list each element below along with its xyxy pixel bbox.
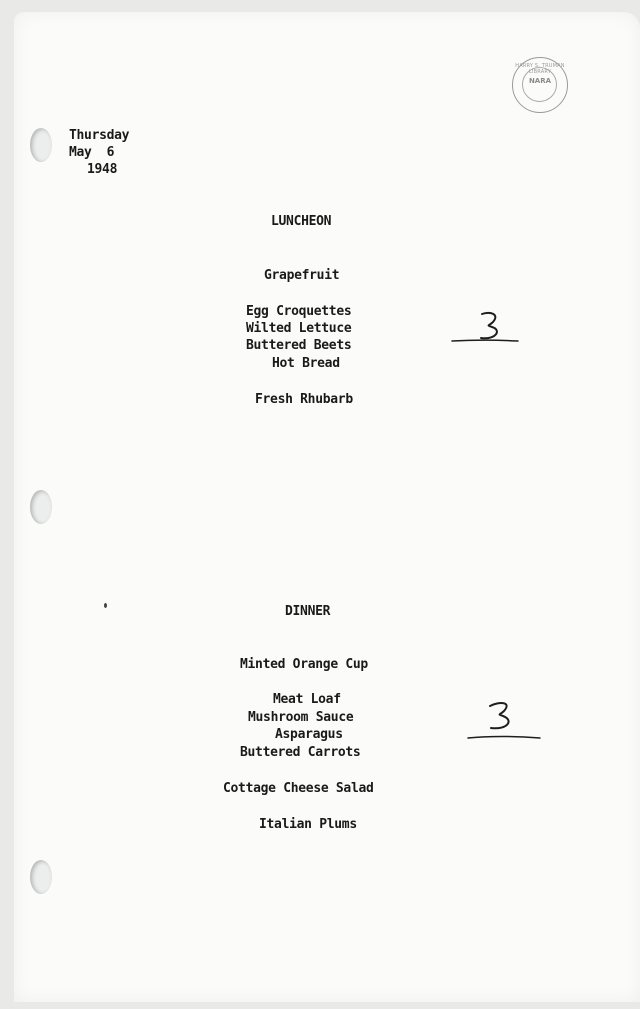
dinner-item: Buttered Carrots [240,745,361,760]
dinner-item: Minted Orange Cup [240,657,368,672]
archive-stamp [512,57,568,113]
luncheon-heading: LUNCHEON [271,214,332,229]
date-month-day: May 6 [69,145,115,160]
binder-hole-top [30,128,52,162]
archive-stamp-center-text: NARA [528,77,552,85]
binder-hole-bottom [30,860,52,894]
luncheon-tally-mark [448,308,528,348]
dinner-item: Italian Plums [259,817,357,832]
dinner-heading: DINNER [285,604,331,619]
archive-stamp-ring-text: HARRY S. TRUMAN LIBRARY [515,63,565,75]
luncheon-item: Egg Croquettes [246,304,352,319]
dinner-item: Mushroom Sauce [248,710,354,725]
dinner-item: Meat Loaf [273,692,341,707]
date-weekday: Thursday [69,128,130,143]
luncheon-item: Hot Bread [272,356,340,371]
luncheon-item: Buttered Beets [246,338,352,353]
binder-hole-middle [30,490,52,524]
dinner-item: Cottage Cheese Salad [223,781,374,796]
ink-speck [104,603,107,608]
luncheon-item: Fresh Rhubarb [255,392,353,407]
dinner-item: Asparagus [275,727,343,742]
luncheon-item: Wilted Lettuce [246,321,352,336]
dinner-tally-mark [466,698,546,740]
date-year: 1948 [87,162,118,177]
luncheon-item: Grapefruit [264,268,340,283]
